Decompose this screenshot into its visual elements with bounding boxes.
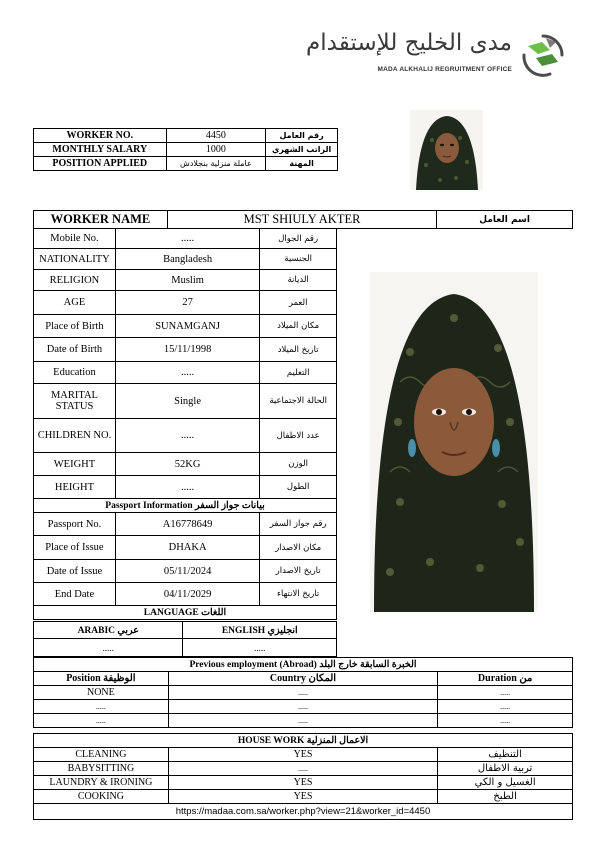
- mobile-arabic: رقم الجوال: [260, 229, 337, 249]
- cleaning-arabic: التنظيف: [438, 748, 573, 762]
- weight-label: WEIGHT: [34, 453, 116, 476]
- table-row: [34, 700, 573, 714]
- end-date-arabic: تاريخ الانتهاء: [260, 583, 337, 606]
- cooking-label: COOKING: [34, 790, 169, 804]
- employment-duration: .....: [438, 686, 573, 700]
- company-logo: [306, 30, 566, 80]
- children-label: CHILDREN NO.: [34, 419, 116, 453]
- detail-row: [34, 583, 337, 606]
- employment-duration: .....: [438, 714, 573, 728]
- children-arabic: عدد الاطفال: [260, 419, 337, 453]
- religion-value: Muslim: [115, 270, 259, 291]
- logo-mark-icon: [520, 32, 566, 78]
- monthly-salary-value: 1000: [166, 143, 266, 157]
- age-value: 27: [115, 291, 259, 315]
- mobile-label: Mobile No.: [34, 229, 116, 249]
- detail-row: [34, 476, 337, 499]
- detail-row: [34, 270, 337, 291]
- detail-row: [34, 419, 337, 453]
- date-of-issue-arabic: تاريخ الاصدار: [260, 560, 337, 583]
- education-value: .....: [115, 362, 259, 384]
- monthly-salary-label: MONTHLY SALARY: [34, 143, 167, 157]
- education-label: Education: [34, 362, 116, 384]
- worker-name-value: MST SHIULY AKTER: [167, 211, 436, 229]
- detail-row: [34, 560, 337, 583]
- place-of-birth-label: Place of Birth: [34, 315, 116, 338]
- date-of-birth-arabic: تاريخ الميلاد: [260, 338, 337, 362]
- detail-row: [34, 249, 337, 270]
- employment-position: .....: [34, 700, 169, 714]
- detail-row: [34, 513, 337, 536]
- laundry-arabic: الغسيل و الكي: [438, 776, 573, 790]
- position-column-header: Position الوظيفة: [34, 672, 169, 686]
- date-of-birth-label: Date of Birth: [34, 338, 116, 362]
- height-arabic: الطول: [260, 476, 337, 499]
- children-value: .....: [115, 419, 259, 453]
- table-row: [34, 790, 573, 804]
- worker-details-table: [33, 228, 337, 620]
- passport-header-row: [34, 499, 337, 513]
- position-applied-arabic: المهنة: [266, 157, 338, 171]
- detail-row: [34, 536, 337, 560]
- position-applied-value: عاملة منزلية بنجلادش: [166, 157, 266, 171]
- detail-row: [34, 291, 337, 315]
- worker-no-label: WORKER NO.: [34, 129, 167, 143]
- height-value: .....: [115, 476, 259, 499]
- laundry-label: LAUNDRY & IRONING: [34, 776, 169, 790]
- nationality-arabic: الجنسية: [260, 249, 337, 270]
- detail-row: [34, 453, 337, 476]
- detail-row: [34, 315, 337, 338]
- babysitting-value: .....: [168, 762, 437, 776]
- logo-arabic-text: مدى الخليج للإستقدام: [306, 30, 512, 56]
- education-arabic: التعليم: [260, 362, 337, 384]
- employment-country: .....: [168, 686, 437, 700]
- worker-no-row: [34, 129, 338, 143]
- place-of-birth-value: SUNAMGANJ: [115, 315, 259, 338]
- monthly-salary-arabic: الراتب الشهري: [266, 143, 338, 157]
- passport-no-arabic: رقم جواز السفر: [260, 513, 337, 536]
- duration-column-header: Duration من: [438, 672, 573, 686]
- date-of-birth-value: 15/11/1998: [115, 338, 259, 362]
- end-date-value: 04/11/2029: [115, 583, 259, 606]
- cooking-arabic: الطبخ: [438, 790, 573, 804]
- worker-photo-small: [410, 110, 483, 190]
- position-applied-label: POSITION APPLIED: [34, 157, 167, 171]
- age-arabic: العمر: [260, 291, 337, 315]
- date-of-issue-label: Date of Issue: [34, 560, 116, 583]
- language-header: LANGUAGE اللغات: [34, 606, 337, 620]
- mobile-value: .....: [115, 229, 259, 249]
- marital-status-label: MARITAL STATUS: [34, 384, 116, 419]
- table-row: [34, 714, 573, 728]
- position-applied-row: [34, 157, 338, 171]
- house-work-table: [33, 733, 573, 820]
- employment-position: .....: [34, 714, 169, 728]
- marital-status-value: Single: [115, 384, 259, 419]
- monthly-salary-row: [34, 143, 338, 157]
- nationality-value: Bangladesh: [115, 249, 259, 270]
- nationality-label: NATIONALITY: [34, 249, 116, 270]
- cleaning-label: CLEANING: [34, 748, 169, 762]
- employment-header: Previous employment (Abroad) الخبرة السابقة خارج البلد: [34, 658, 573, 672]
- worker-photo-large: [370, 272, 538, 612]
- arabic-language-label: ARABIC عربي: [34, 622, 183, 639]
- passport-no-value: A16778649: [115, 513, 259, 536]
- english-language-value: .....: [183, 639, 337, 657]
- english-language-label: ENGLISH انجليزي: [183, 622, 337, 639]
- footer-url: https://madaa.com.sa/worker.php?view=21&worker_id=4450: [34, 804, 573, 820]
- place-of-issue-value: DHAKA: [115, 536, 259, 560]
- worker-summary-table: [33, 128, 338, 171]
- language-header-row: [34, 606, 337, 620]
- weight-value: 52KG: [115, 453, 259, 476]
- place-of-issue-label: Place of Issue: [34, 536, 116, 560]
- table-row: [34, 748, 573, 762]
- language-table: [33, 621, 337, 657]
- religion-label: RELIGION: [34, 270, 116, 291]
- worker-name-label: WORKER NAME: [34, 211, 168, 229]
- detail-row: [34, 229, 337, 249]
- end-date-label: End Date: [34, 583, 116, 606]
- detail-row: [34, 362, 337, 384]
- table-row: [34, 762, 573, 776]
- place-of-birth-arabic: مكان الميلاد: [260, 315, 337, 338]
- cleaning-value: YES: [168, 748, 437, 762]
- house-work-header: HOUSE WORK الاعمال المنزلية: [34, 734, 573, 748]
- table-row: [34, 686, 573, 700]
- previous-employment-table: [33, 657, 573, 728]
- worker-name-arabic: اسم العامل: [437, 211, 573, 229]
- babysitting-label: BABYSITTING: [34, 762, 169, 776]
- date-of-issue-value: 05/11/2024: [115, 560, 259, 583]
- worker-name-table: [33, 210, 573, 229]
- marital-status-arabic: الحالة الاجتماعية: [260, 384, 337, 419]
- passport-no-label: Passport No.: [34, 513, 116, 536]
- table-row: [34, 776, 573, 790]
- weight-arabic: الوزن: [260, 453, 337, 476]
- worker-no-arabic: رقم العامل: [266, 129, 338, 143]
- babysitting-arabic: تربية الاطفال: [438, 762, 573, 776]
- detail-row: [34, 338, 337, 362]
- height-label: HEIGHT: [34, 476, 116, 499]
- arabic-language-value: .....: [34, 639, 183, 657]
- religion-arabic: الديانة: [260, 270, 337, 291]
- employment-country: .....: [168, 700, 437, 714]
- detail-row: [34, 384, 337, 419]
- place-of-issue-arabic: مكان الاصدار: [260, 536, 337, 560]
- passport-header: Passport Information بيانات جواز السفر: [34, 499, 337, 513]
- age-label: AGE: [34, 291, 116, 315]
- employment-duration: .....: [438, 700, 573, 714]
- laundry-value: YES: [168, 776, 437, 790]
- employment-country: .....: [168, 714, 437, 728]
- employment-position: NONE: [34, 686, 169, 700]
- country-column-header: Country المكان: [168, 672, 437, 686]
- worker-no-value: 4450: [166, 129, 266, 143]
- cooking-value: YES: [168, 790, 437, 804]
- logo-english-text: MADA ALKHALIJ REGRUITMENT OFFICE: [377, 66, 512, 73]
